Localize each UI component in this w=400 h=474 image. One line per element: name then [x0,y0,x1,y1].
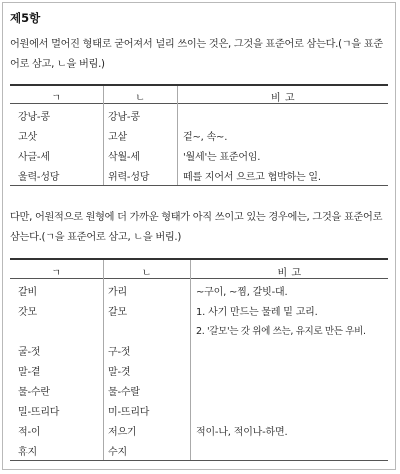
table-2-header-nieun: ㄴ [141,268,153,279]
table-cell: 울력-성당 [18,172,60,183]
table-cell: 2. '갈모'는 갓 위에 쓰는, 유지로 만든 우비. [196,326,366,337]
table-cell: 적-이 [18,427,41,438]
table-cell: 겉~, 속~. [183,132,228,143]
paragraph-1-line-2: 어로 삼고, ㄴ을 버림.) [10,59,105,70]
table-cell: 위력-성당 [108,172,150,183]
table-cell: 1. 사기 만드는 물레 밑 고리. [196,307,318,318]
table-cell: 적이-나, 적이나-하면. [196,427,288,438]
table-1-bottom-rule [10,185,388,186]
table-cell: 미-뜨리다 [108,407,150,418]
table-cell: 강낭-콩 [18,112,50,123]
table-cell: '월세'는 표준어임. [183,152,261,163]
table-cell: 갈비 [18,287,37,298]
table-cell: 휴지 [18,447,37,458]
table-cell: 고삿 [18,132,37,143]
table-cell: ~구이, ~찜, 갈빗-대. [196,287,288,298]
table-cell: 물-수랄 [108,387,140,398]
table-1-header-giyeok: ㄱ [51,93,62,104]
table-2-header-giyeok: ㄱ [51,268,62,279]
table-cell: 수지 [108,447,127,458]
paragraph-1 [10,35,388,75]
table-cell: 강남-콩 [108,112,140,123]
table-cell: 굴-젓 [18,347,41,358]
table-cell: 갓모 [18,307,37,318]
paragraph-2-line-1: 다만, 어원적으로 원형에 더 가까운 형태가 아직 쓰이고 있는 경우에는, 그것을 표준어로 [10,212,383,223]
table-cell: 삭월-세 [108,152,140,163]
table-cell: 가리 [108,287,127,298]
table-cell: 밀-뜨리다 [18,407,60,418]
paragraph-1-line-1: 어원에서 멀어진 형태로 굳어져서 널리 쓰이는 것은, 그것을 표준어로 삼는다.(ㄱ을 표준 [10,39,383,50]
section-title: 제5항 [10,11,41,25]
table-cell: 저으기 [108,427,137,438]
table-cell: 떼를 지어서 으르고 협박하는 일. [183,172,321,183]
table-2-header-remarks: 비 고 [277,268,302,279]
table-2-col-divider [190,260,191,460]
table-cell: 구-젓 [108,347,131,358]
table-cell: 말-곁 [18,367,41,378]
table-cell: 고샅 [108,132,127,143]
table-cell: 물-수란 [18,387,50,398]
table-1-header-remarks: 비 고 [271,93,295,104]
table-cell: 말-겻 [108,367,131,378]
table-2-top-rule [10,258,388,260]
paragraph-2 [10,208,388,248]
table-2-col-divider [103,260,104,460]
table-cell: 갈모 [108,307,127,318]
paragraph-2-line-2: 삼는다.(ㄱ을 표준어로 삼고, ㄴ을 버림.) [10,232,182,243]
table-2-bottom-rule [10,460,388,461]
table-1-top-rule [10,84,388,86]
table-cell: 사글-세 [18,152,50,163]
table-1-header-nieun: ㄴ [135,93,146,104]
